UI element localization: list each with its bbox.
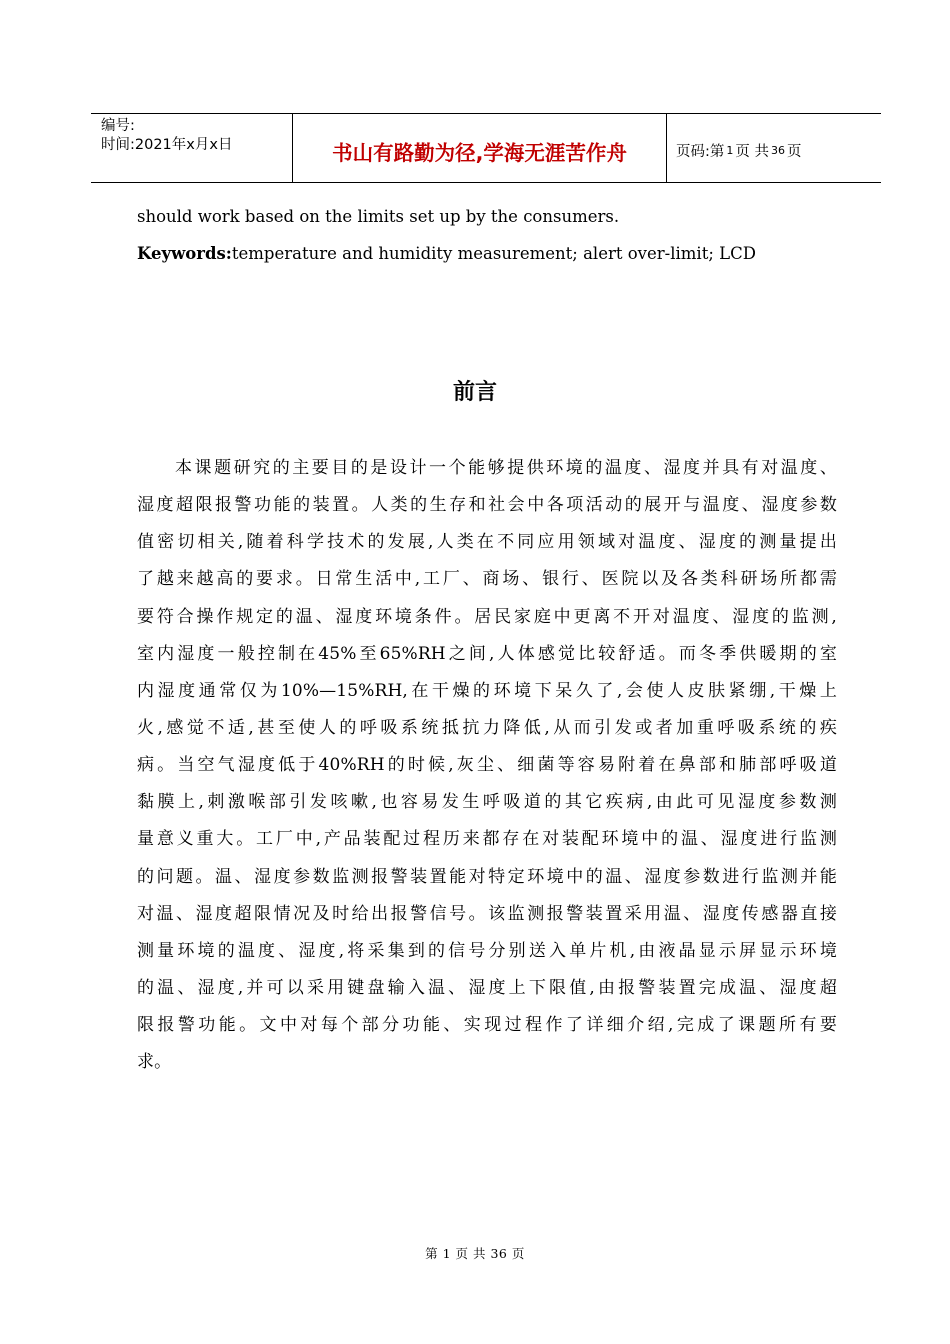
- paragraph-line: 测量环境的温度、湿度,将采集到的信号分别送入单片机,由液晶显示屏显示环境: [137, 940, 837, 961]
- paragraph-line: 对温、湿度超限情况及时给出报警信号。该监测报警装置采用温、湿度传感器直接: [137, 903, 837, 924]
- page-number: 1: [726, 143, 734, 157]
- paragraph-line: 要符合操作规定的温、湿度环境条件。居民家庭中更离不开对温度、湿度的监测,: [137, 606, 837, 627]
- paragraph-line: 病。当空气湿度低于40%RH的时候,灰尘、细菌等容易附着在鼻部和肺部呼吸道: [137, 755, 837, 776]
- paragraph-line: 内湿度通常仅为10%—15%RH,在干燥的环境下呆久了,会使人皮肤紧绷,干燥上: [137, 680, 837, 701]
- header-motto: 书山有路勤为径,学海无涯苦作舟: [293, 114, 667, 182]
- paragraph-line: 值密切相关,随着科学技术的发展,人类在不同应用领域对温度、湿度的测量提出: [137, 532, 837, 553]
- paragraph-line: 量意义重大。工厂中,产品装配过程历来都存在对装配环境中的温、湿度进行监测: [137, 829, 837, 850]
- page-total: 36: [771, 143, 785, 157]
- header-page-info: [667, 114, 881, 182]
- header-meta: [91, 114, 293, 182]
- keywords-line: [137, 244, 756, 263]
- body-paragraph: [137, 450, 837, 1081]
- time-label: 时间:2021年x月x日: [101, 137, 233, 153]
- paragraph-line: 的问题。温、湿度参数监测报警装置能对特定环境中的温、湿度参数进行监测并能: [137, 866, 837, 887]
- keywords-label: Keywords:: [137, 244, 232, 263]
- paragraph-line: 求。: [137, 1052, 172, 1073]
- paragraph-line: 的温、湿度,并可以采用键盘输入温、湿度上下限值,由报警装置完成温、湿度超: [137, 977, 837, 998]
- page-label: 页码:第: [676, 143, 725, 160]
- page-end: 页: [787, 143, 802, 160]
- number-label: 编号:: [101, 118, 135, 134]
- keywords-text: temperature and humidity measurement; alert over-limit; LCD: [231, 244, 756, 263]
- paragraph-line: 黏膜上,刺激喉部引发咳嗽,也容易发生呼吸道的其它疾病,由此可见湿度参数测: [137, 792, 837, 813]
- paragraph-line: 火,感觉不适,甚至使人的呼吸系统抵抗力降低,从而引发或者加重呼吸系统的疾: [137, 717, 837, 738]
- paragraph-line: 限报警功能。文中对每个部分功能、实现过程作了详细介绍,完成了课题所有要: [137, 1015, 837, 1036]
- abstract-tail-line: should work based on the limits set up by the consumers.: [137, 207, 620, 226]
- page-header: [91, 113, 881, 183]
- paragraph-line: 了越来越高的要求。日常生活中,工厂、商场、银行、医院以及各类科研场所都需: [137, 569, 837, 590]
- paragraph-line: 湿度超限报警功能的装置。人类的生存和社会中各项活动的展开与温度、湿度参数: [137, 495, 837, 516]
- page-footer: 第 1 页 共 36 页: [425, 1246, 525, 1261]
- page-mid: 页 共: [735, 143, 769, 160]
- section-title: 前言: [452, 380, 497, 405]
- paragraph-line: 室内湿度一般控制在45%至65%RH之间,人体感觉比较舒适。而冬季供暖期的室: [137, 643, 837, 664]
- paragraph-line: 本课题研究的主要目的是设计一个能够提供环境的温度、湿度并具有对温度、: [175, 458, 837, 478]
